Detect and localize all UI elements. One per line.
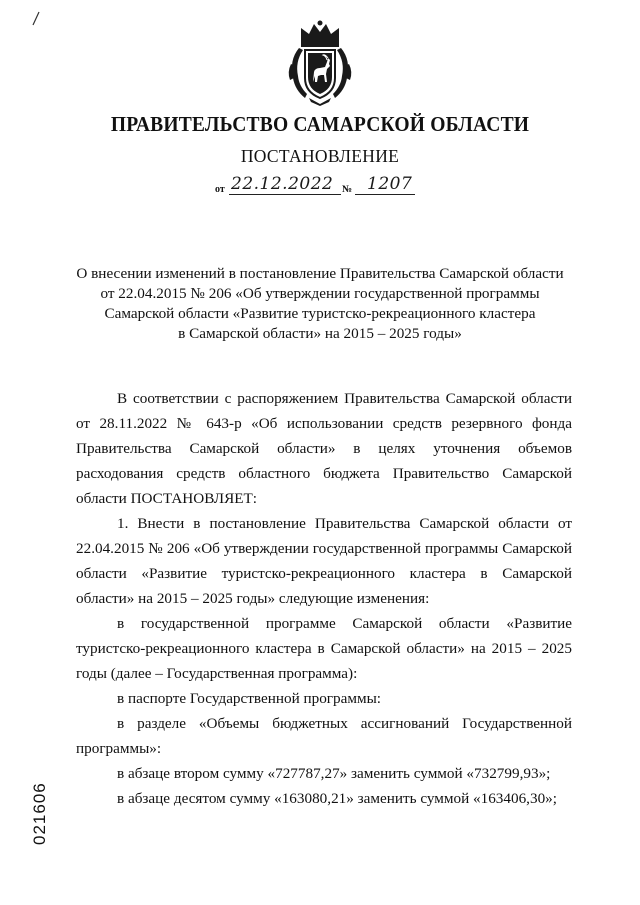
date-prefix: от <box>215 184 225 195</box>
pen-mark-icon <box>31 10 41 26</box>
handwritten-date: 22.12.2022 <box>231 174 334 194</box>
subject-line: от 22.04.2015 № 206 «Об утверждении государственной программы <box>100 285 540 302</box>
body-paragraph: В соответствии с распоряжением Правительства Самарской области от 28.11.2022 № 643-р «Об использовании средств резервного фонда Правительства Самарской области» в целях уточнения объемов расходования средств областного бюджета Правительство Самарской области ПОСТАНОВЛЯЕТ: <box>76 390 572 507</box>
number-underline <box>355 194 415 195</box>
subject-line: О внесении изменений в постановление Правительства Самарской области <box>76 265 564 282</box>
body-paragraph: 1. Внести в постановление Правительства Самарской области от 22.04.2015 № 206 «Об утверждении государственной программы Самарской области «Развитие туристско-рекреационного кластера в Самарской области» на 2015 – 2025 годы» следующие изменения: <box>76 515 572 607</box>
samara-coat-of-arms-icon <box>287 20 353 106</box>
organization-title: ПРАВИТЕЛЬСТВО САМАРСКОЙ ОБЛАСТИ <box>110 112 530 136</box>
body-paragraph: в абзаце втором сумму «727787,27» заменить суммой «732799,93»; <box>117 765 551 782</box>
document-subject <box>60 264 580 344</box>
body-paragraph: в государственной программе Самарской области «Развитие туристско-рекреационного кластера в Самарской области» на 2015 – 2025 годы (далее – Государственная программа): <box>76 615 572 682</box>
date-number-line <box>215 174 435 198</box>
body-paragraph: в разделе «Объемы бюджетных ассигнований Государственной программы»: <box>76 715 572 757</box>
number-prefix: № <box>342 184 353 195</box>
date-underline <box>229 194 341 195</box>
subject-line: Самарской области «Развитие туристско-рекреационного кластера <box>104 305 536 322</box>
body-paragraph: в паспорте Государственной программы: <box>117 690 382 707</box>
body-paragraph: в абзаце десятом сумму «163080,21» заменить суммой «163406,30»; <box>117 790 557 807</box>
margin-serial-number: 021606 <box>30 782 49 845</box>
subject-line: в Самарской области» на 2015 – 2025 годы» <box>178 325 462 342</box>
handwritten-number: 1207 <box>367 174 413 194</box>
document-type: ПОСТАНОВЛЕНИЕ <box>240 146 400 166</box>
document-body <box>76 386 572 811</box>
